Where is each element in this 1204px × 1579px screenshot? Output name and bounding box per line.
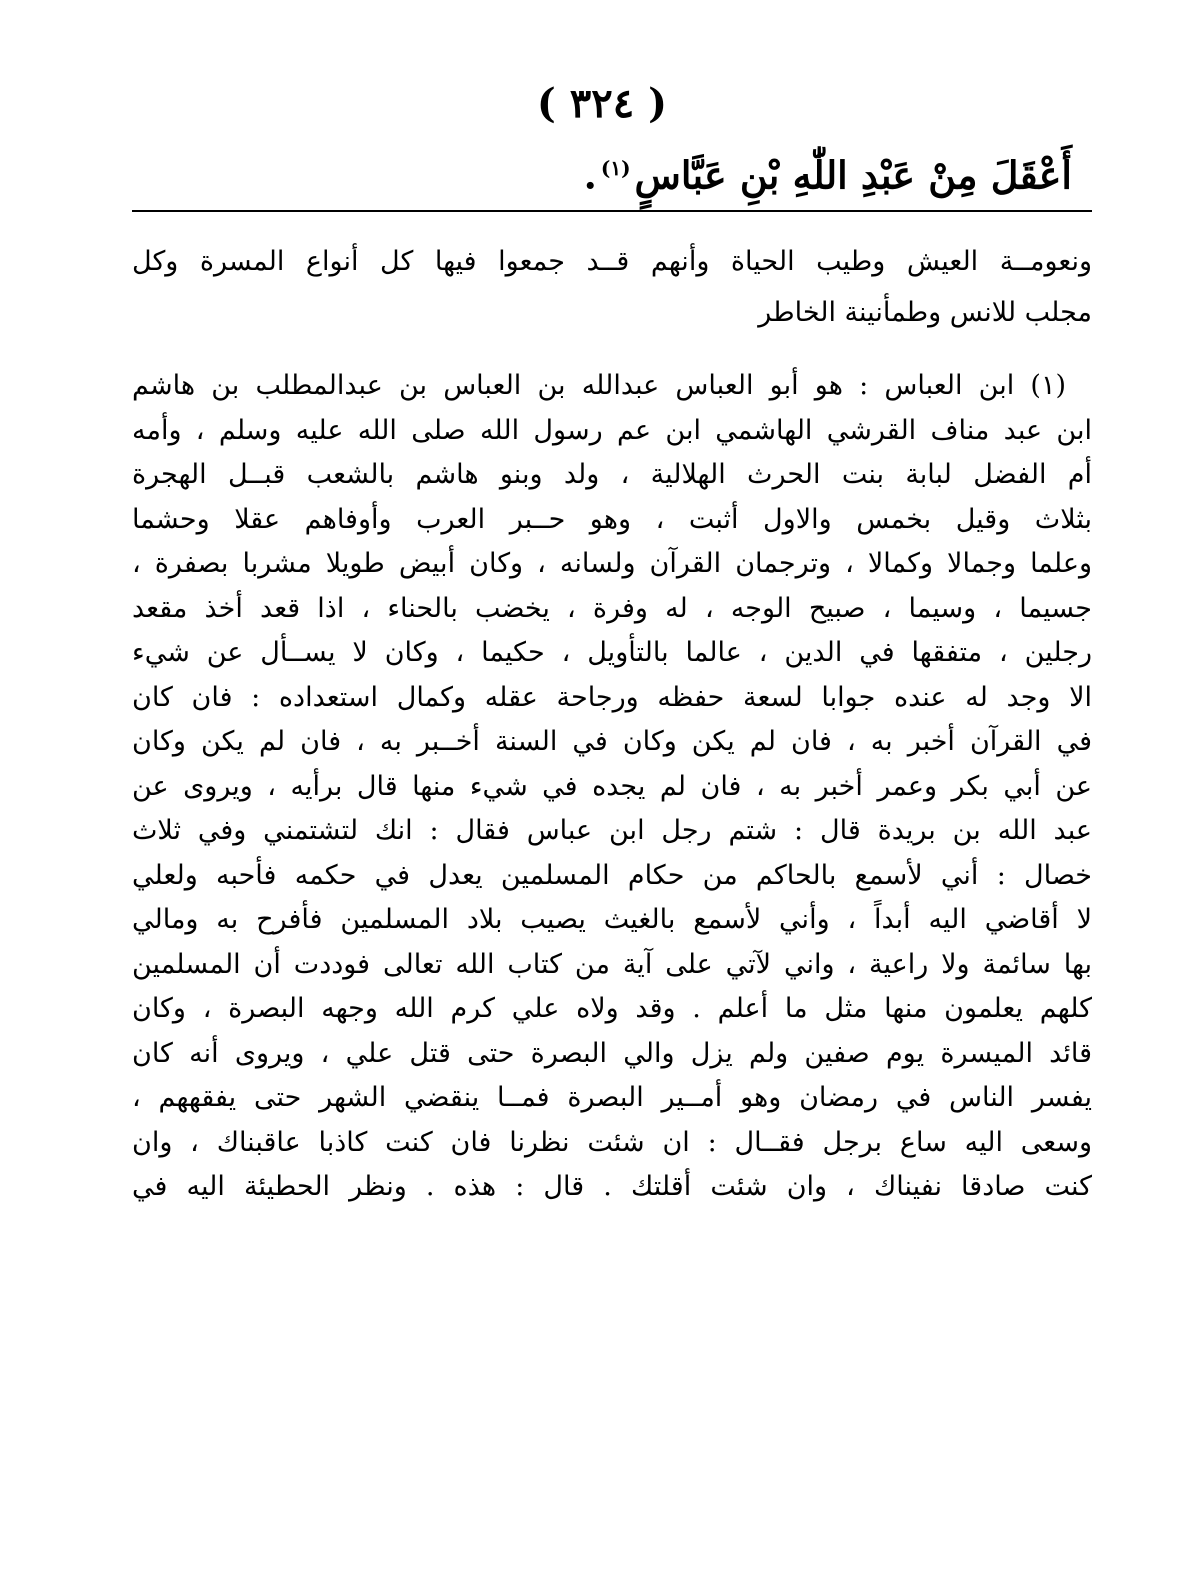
page-number: ( ٣٢٤ ) (536, 80, 668, 127)
footnote-line: خصال : أني لأسمع بالحاكم من حكام المسلمين يعدل في حكمه فأحبه ولعلي (132, 859, 1092, 891)
footnote-line: يفسر الناس في رمضان وهو أمــير البصرة فمــا ينقضي الشهر حتى يفقههم ، (132, 1082, 1092, 1113)
footnote-line: بثلاث وقيل بخمس والاول أثبت ، وهو حــبر العرب وأوفاهم عقلا وحشما (132, 503, 1092, 535)
footnote-line: قائد الميسرة يوم صفين ولم يزل والي البصرة حتى قتل علي ، ويروى أنه كان (132, 1037, 1092, 1069)
footnote-line: الا وجد له عنده جوابا لسعة حفظه ورجاحة عقله وكمال استعداده : فان كان (132, 681, 1092, 713)
footnote-line: أم الفضل لبابة بنت الحرث الهلالية ، ولد وبنو هاشم بالشعب قبــل الهجرة (132, 459, 1092, 490)
footnote-line: كنت صادقا نفيناك ، وان شئت أقلتك . قال : هذه . ونظر الحطيئة اليه في (132, 1171, 1092, 1202)
body-line: مجلب للانس وطمأنينة الخاطر (758, 297, 1092, 328)
body-line: ونعومــة العيش وطيب الحياة وأنهم قــد جمعوا فيها كل أنواع المسرة وكل (132, 246, 1092, 277)
footnote-line: بها سائمة ولا راعية ، واني لآتي على آية من كتاب الله تعالى فوددت أن المسلمين (132, 948, 1092, 980)
footnote-line: وعلما وجمالا وكمالا ، وترجمان القرآن ولسانه ، وكان أبيض طويلا مشربا بصفرة ، (132, 548, 1092, 579)
section-heading (584, 138, 1072, 206)
footnote-line: عبد الله بن بريدة قال : شتم رجل ابن عباس فقال : انك لتشتمني وفي ثلاث (132, 815, 1092, 846)
footnote-line: رجلين ، متفقها في الدين ، عالما بالتأويل ، حكيما ، وكان لا يســأل عن شيء (132, 637, 1092, 668)
footnote-line: عن أبي بكر وعمر أخبر به ، فان لم يجده في شيء منها قال برأيه ، ويروى عن (132, 770, 1092, 802)
footnote-line: وسعى اليه ساع برجل فقــال : ان شئت نظرنا فان كنت كاذبا عاقبناك ، وان (132, 1126, 1092, 1158)
body-paragraph (132, 236, 1092, 338)
footnote-line: ابن عبد مناف القرشي الهاشمي ابن عم رسول الله صلى الله عليه وسلم ، وأمه (132, 414, 1092, 446)
footnote-line: لا أقاضي اليه أبداً ، وأني لأسمع بالغيث يصيب بلاد المسلمين فأفرح به ومالي (132, 904, 1092, 935)
footnote-marker: (١) (600, 156, 631, 180)
footnote-line: كلهم يعلمون منها مثل ما أعلم . وقد ولاه علي كرم الله وجهه البصرة ، وكان (132, 993, 1092, 1024)
heading-text: أَعْقَلَ مِنْ عَبْدِ اللّٰهِ بْنِ عَبَّاسٍ (634, 152, 1072, 198)
footnote-line: (١) ابن العباس : هو أبو العباس عبدالله بن العباس بن عبدالمطلب بن هاشم (132, 370, 1066, 401)
footnote-line: جسيما ، وسيما ، صبيح الوجه ، له وفرة ، يخضب بالحناء ، اذا قعد أخذ مقعد (132, 592, 1092, 624)
heading-trailing-punctuation: . (583, 152, 597, 198)
footnote-divider-rule (132, 210, 1092, 212)
footnote-line: في القرآن أخبر به ، فان لم يكن وكان في السنة أخــبر به ، فان لم يكن وكان (132, 726, 1092, 757)
footnote-paragraph (132, 364, 1092, 1210)
